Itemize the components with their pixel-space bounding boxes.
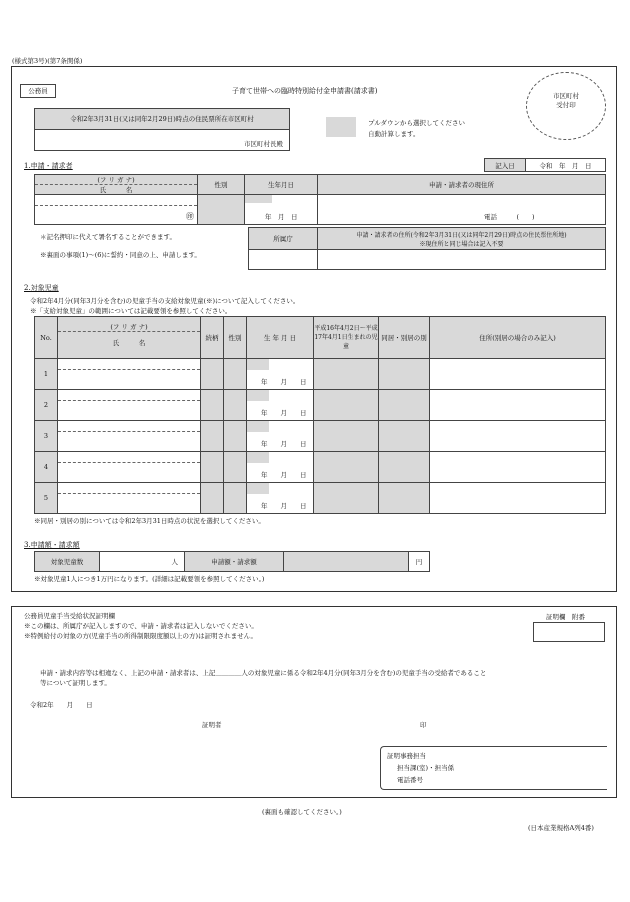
child-relation-select[interactable] [201,359,224,390]
form-title: 子育て世帯への臨時特別給付金申請書(請求書) [232,87,378,95]
child-count-label: 対象児童数 [35,552,100,572]
entry-date-label: 記入日 [485,159,526,172]
amount-note: ※対象児童1人につき1万円になります。(詳細は記載要領を参照してください。) [34,575,265,583]
cert-number-field[interactable] [533,622,605,642]
child-gender-select[interactable] [224,359,247,390]
oath-note: ※裏面の事項(1)～(6)に誓約・同意の上、申請します。 [40,251,201,259]
child-period-cell [314,390,379,421]
child-relation-select[interactable] [201,483,224,514]
registered-address-field[interactable] [318,250,606,270]
birth-header: 生年月日 [245,175,318,195]
birth-field[interactable] [245,195,318,225]
cert-title: 公務員児童手当受給状況証明欄 [24,612,115,620]
address-field[interactable] [318,195,606,225]
legend-pulldown: プルダウンから選択してください [368,119,465,127]
office-line2: 担当課(室)・担当係 [397,764,455,772]
amount-label: 申請額・請求額 [185,552,284,572]
child-relation-select[interactable] [201,452,224,483]
office-bracket [380,746,607,790]
children-table [34,316,606,514]
child-period-cell [314,421,379,452]
child-row [35,390,606,421]
child-no: 1 [35,359,58,390]
child-living-select[interactable] [379,359,430,390]
child-address-field[interactable] [430,421,606,452]
seal-note: ＊記名押印に代えて署名することができます。 [40,233,176,241]
child-birth-field[interactable] [247,390,314,421]
amount-unit: 円 [409,552,430,572]
child-name-field[interactable] [58,452,201,483]
child-birth-ymd: 年 月 日 [261,378,307,386]
child-no: 4 [35,452,58,483]
mayor-label: 市区町村長殿 [244,140,283,148]
child-gender-select[interactable] [224,452,247,483]
registered-address-note: ※現住所と同じ場合は記入不要 [419,240,504,248]
amount-field [284,552,409,572]
child-gender-select[interactable] [224,483,247,514]
cert-date: 令和2年 月 日 [30,701,93,709]
back-note: (裏面も確認してください。) [262,808,342,816]
child-row [35,452,606,483]
dept-table [248,227,606,270]
child-relation-select[interactable] [201,390,224,421]
cert-body2: 等について証明します。 [40,679,111,687]
col-furigana: (フ リ ガ ナ) [58,322,200,332]
form-id: (様式第3号)(第7条関係) [12,57,83,65]
child-birth-ymd: 年 月 日 [261,502,307,510]
registered-address-header: 申請・請求者の住所(令和2年3月31日(又は同年2月29日)時点の住民票住所地) [356,231,567,239]
applicant-name-field[interactable] [35,195,198,225]
child-birth-field[interactable] [247,421,314,452]
child-count-unit: 人 [171,558,178,566]
child-birth-field[interactable] [247,483,314,514]
entry-date-table [484,158,606,172]
child-living-select[interactable] [379,421,430,452]
child-birth-field[interactable] [247,452,314,483]
office-line3: 電話番号 [397,776,423,784]
seal-mark: ㊞ [186,212,194,221]
col-period: 平成16年4月2日～平成17年4月1日生まれの児童 [314,317,379,359]
paper-spec: (日本産業規格A列4番) [528,824,594,832]
cert-body1: 申請・請求内容等は相違なく、上記の申請・請求者は、上記＿＿＿＿人の対象児童に係る令和2年4月分(同年3月分を含む)の児童手当の受給者であること [40,669,487,677]
col-no: No. [35,317,58,359]
cert-number-label: 証明欄 附番 [546,613,585,621]
applicant-furigana-header: (フ リ ガ ナ) [35,175,197,185]
child-period-cell [314,359,379,390]
living-note: ※同居・別居の別については令和2年3月31日時点の状況を選択してください。 [34,517,265,525]
gender-header: 性別 [198,175,245,195]
child-birth-ymd: 年 月 日 [261,471,307,479]
child-relation-select[interactable] [201,421,224,452]
office-line1: 証明事務担当 [387,752,426,760]
col-name: 氏 名 [112,339,146,347]
child-name-field[interactable] [58,421,201,452]
child-count-field[interactable] [100,552,185,572]
child-name-field[interactable] [58,390,201,421]
child-birth-ymd: 年 月 日 [261,409,307,417]
dept-header: 所属庁 [249,228,318,250]
col-living: 同居・別居の別 [379,317,430,359]
address-header: 申請・請求者の現住所 [318,175,606,195]
child-name-field[interactable] [58,483,201,514]
cert-note2: ※特例給付の対象の方(児童手当の所得制限限度額以上の方)は証明されません。 [24,632,257,640]
child-no: 2 [35,390,58,421]
reception-stamp [526,72,606,140]
stamp-line1: 市区町村 [553,92,579,100]
stamp-line2: 受付印 [556,101,576,109]
dept-field[interactable] [249,250,318,270]
child-address-field[interactable] [430,483,606,514]
child-living-select[interactable] [379,390,430,421]
section3-title: 3.申請額・請求額 [24,541,80,549]
child-birth-ymd: 年 月 日 [261,440,307,448]
col-relation: 続柄 [201,317,224,359]
child-living-select[interactable] [379,452,430,483]
child-name-field[interactable] [58,359,201,390]
child-gender-select[interactable] [224,390,247,421]
birth-ymd: 年 月 日 [265,213,298,221]
child-no: 3 [35,421,58,452]
applicant-name-header: 氏 名 [99,186,133,194]
section1-title: 1.申請・請求者 [24,162,73,170]
municipality-field[interactable] [34,129,290,151]
children-intro: 令和2年4月分(同年3月分を含む)の児童手当の支給対象児童(※)について記入してください。 [30,297,300,305]
applicant-table [34,174,606,225]
entry-date-field[interactable]: 令和 年 月 日 [526,159,606,172]
child-birth-field[interactable] [247,359,314,390]
civil-servant-badge: 公務員 [20,84,56,98]
child-period-cell [314,452,379,483]
child-row [35,421,606,452]
child-living-select[interactable] [379,483,430,514]
certifier-seal: 印 [420,721,427,729]
col-birth: 生 年 月 日 [247,317,314,359]
child-address-field[interactable] [430,452,606,483]
child-gender-select[interactable] [224,421,247,452]
gender-select[interactable] [198,195,245,225]
amount-table [34,551,430,572]
child-row [35,483,606,514]
child-no: 5 [35,483,58,514]
municipality-header: 令和2年3月31日(又は同年2月29日)時点の住民票所在市区町村 [34,108,290,130]
phone-label: 電話 ( ) [484,213,535,221]
section2-title: 2.対象児童 [24,284,59,292]
col-address: 住所(別居の場合のみ記入) [430,317,606,359]
child-address-field[interactable] [430,359,606,390]
child-period-cell [314,483,379,514]
child-address-field[interactable] [430,390,606,421]
pulldown-legend-swatch [326,117,356,137]
cert-note1: ※この欄は、所属庁が記入しますので、申請・請求者は記入しないでください。 [24,622,258,630]
legend-autocalc: 自動計算します。 [368,130,420,138]
col-gender: 性別 [224,317,247,359]
certifier-label: 証明者 [202,721,222,729]
children-scope-note: ※「支給対象児童」の範囲については記載要領を参照してください。 [30,307,232,315]
child-row [35,359,606,390]
